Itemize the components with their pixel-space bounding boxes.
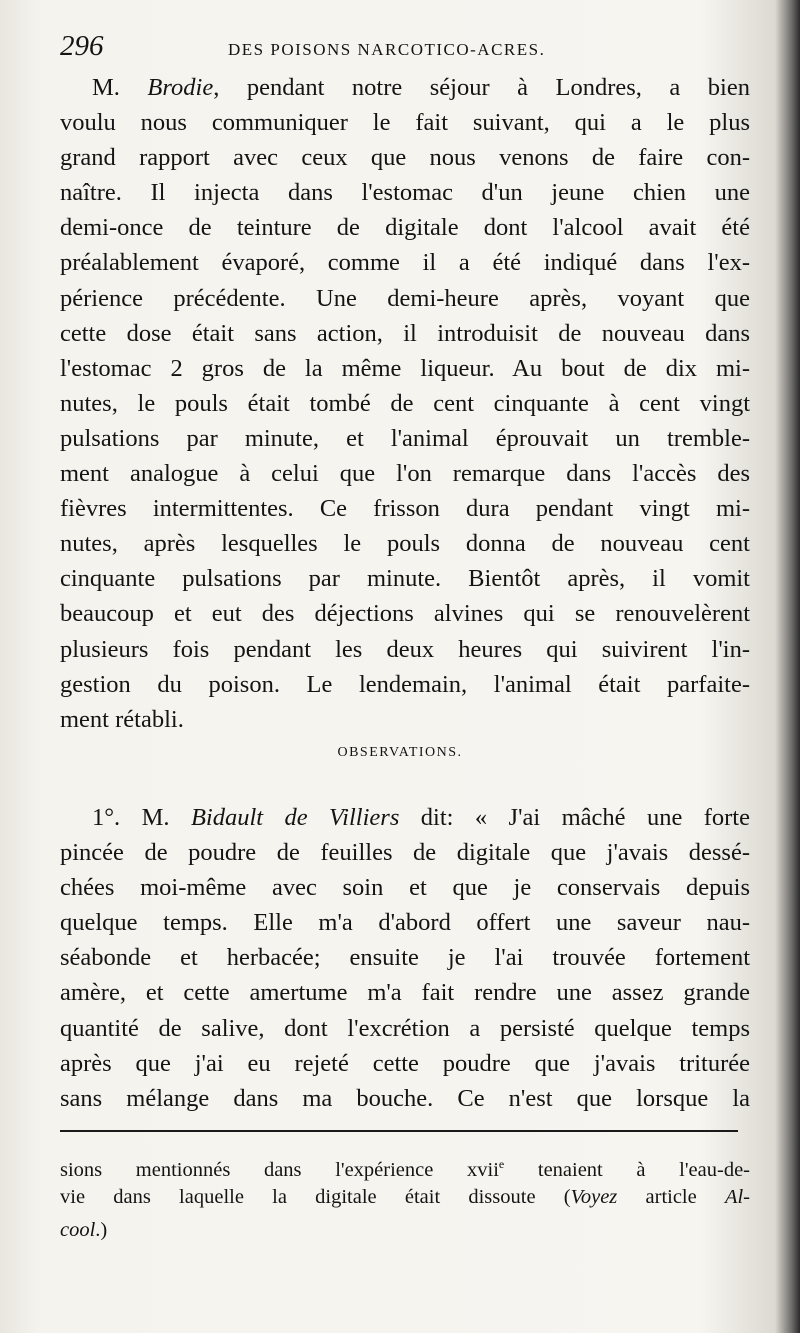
paragraph-bidault — [60, 800, 750, 1116]
text-line: cinquante pulsations par minute. Bientôt après, il vomit — [60, 565, 750, 593]
footnote — [60, 1148, 750, 1247]
text-line: ment analogue à celui que l'on remarque dans l'accès des — [60, 460, 750, 488]
text-line: nutes, après lesquelles le pouls donna de nouveau cent — [60, 530, 750, 558]
text-line: cette dose était sans action, il introduisit de nouveau dans — [60, 319, 750, 347]
text-line: nutes, le pouls était tombé de cent cinquante à cent vingt — [60, 389, 750, 417]
section-heading-observations: OBSERVATIONS. — [337, 745, 463, 760]
footnote-line: cool.) — [60, 1219, 108, 1241]
text-line: grand rapport avec ceux que nous venons de faire con- — [60, 144, 750, 172]
text-line: périence précédente. Une demi-heure après, voyant que — [60, 284, 750, 312]
text-line: gestion du poison. Le lendemain, l'animal était parfaite- — [60, 670, 750, 698]
text-line: plusieurs fois pendant les deux heures qui suivirent l'in- — [60, 635, 750, 663]
text-line: après que j'ai eu rejeté cette poudre que j'avais triturée — [60, 1049, 750, 1077]
text-line: ment rétabli. — [60, 705, 184, 733]
text-line: M. Brodie, pendant notre séjour à Londres, a bien — [92, 74, 750, 101]
text-line: voulu nous communiquer le fait suivant, qui a le plus — [60, 109, 750, 137]
footnote-line: vie dans laquelle la digitale était dissoute (Voyez article Al- — [60, 1186, 750, 1208]
paragraph-brodie — [60, 70, 750, 737]
page-header — [60, 30, 750, 70]
text-line: préalablement évaporé, comme il a été indiqué dans l'ex- — [60, 249, 750, 277]
text-line: naître. Il injecta dans l'estomac d'un jeune chien une — [60, 179, 750, 207]
running-head: DES POISONS NARCOTICO-ACRES. — [228, 40, 546, 59]
text-line: quantité de salive, dont l'excrétion a persisté quelque temps — [60, 1014, 750, 1042]
text-line: fièvres intermittentes. Ce frisson dura pendant vingt mi- — [60, 495, 750, 523]
footnote-rule — [60, 1130, 738, 1132]
text-line: 1°. M. Bidault de Villiers dit: « J'ai mâché une forte — [92, 804, 750, 831]
text-line: sans mélange dans ma bouche. Ce n'est que lorsque la — [60, 1084, 750, 1112]
text-line: chées moi-même avec soin et que je conservais depuis — [60, 874, 750, 902]
text-line: demi-once de teinture de digitale dont l'alcool avait été — [60, 214, 750, 242]
text-line: pincée de poudre de feuilles de digitale que j'avais dessé- — [60, 839, 750, 867]
text-line: quelque temps. Elle m'a d'abord offert une saveur nau- — [60, 909, 750, 937]
text-line: pulsations par minute, et l'animal éprouvait un tremble- — [60, 424, 750, 452]
page-number: 296 — [60, 30, 104, 62]
footnote-line: sions mentionnés dans l'expérience xvii$^e$ tenaient à l'eau-de- — [60, 1157, 750, 1181]
text-line: amère, et cette amertume m'a fait rendre une assez grande — [60, 979, 750, 1007]
text-line: l'estomac 2 gros de la même liqueur. Au bout de dix mi- — [60, 354, 750, 382]
text-line: beaucoup et eut des déjections alvines qui se renouvelèrent — [60, 600, 750, 628]
text-line: séabonde et herbacée; ensuite je l'ai trouvée fortement — [60, 944, 750, 972]
